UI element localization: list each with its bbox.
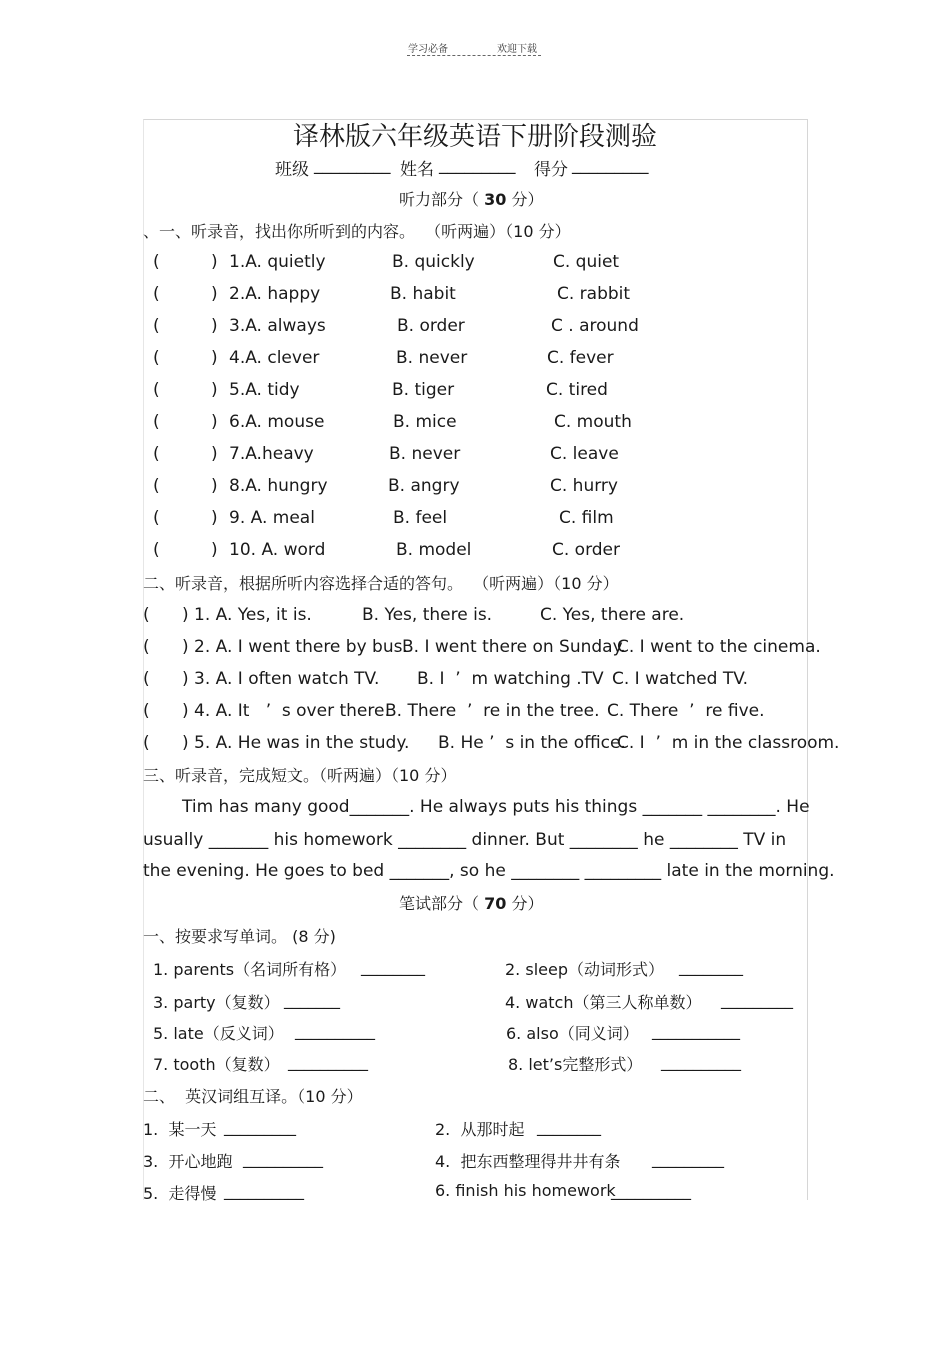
paren-open: ( bbox=[153, 284, 160, 304]
answer-blank[interactable]: __________ bbox=[288, 1052, 368, 1071]
option-b: B. feel bbox=[393, 508, 448, 528]
answer-blank[interactable]: ________ bbox=[361, 957, 425, 976]
option-b: B. tiger bbox=[392, 380, 455, 400]
option-c: C. hurry bbox=[550, 476, 618, 496]
paren-open: ( bbox=[153, 540, 160, 560]
option-a: 8.A. hungry bbox=[229, 476, 328, 496]
answer-b: B. He ’ s in the office. bbox=[438, 733, 626, 753]
writing-part2-title: 二、 英汉词组互译。（10 分） bbox=[143, 1087, 363, 1106]
paren-close: ) bbox=[211, 380, 218, 400]
phrase-item: 2. 从那时起 bbox=[435, 1120, 525, 1139]
answer-c: C. There ’ re five. bbox=[607, 701, 765, 721]
answer-blank[interactable]: ___________ bbox=[652, 1021, 740, 1040]
answer-blank[interactable]: _________ bbox=[721, 990, 793, 1009]
paren-open: ( bbox=[153, 508, 160, 528]
class-blank[interactable]: _________ bbox=[314, 155, 391, 175]
answer-blank[interactable]: __________ bbox=[295, 1021, 375, 1040]
option-b: B. quickly bbox=[392, 252, 475, 272]
score-label: 得分 bbox=[534, 160, 568, 180]
paren-open: ( bbox=[143, 669, 150, 689]
option-b: B. order bbox=[397, 316, 465, 336]
word-item: 1. parents（名词所有格） bbox=[153, 960, 347, 979]
option-a: 3.A. always bbox=[229, 316, 326, 336]
paren-close: ) bbox=[211, 284, 218, 304]
paren-close: ) bbox=[211, 444, 218, 464]
listening-part3-title: 三、听录音，完成短文。（听两遍）（10 分） bbox=[143, 766, 457, 785]
option-a: 1.A. quietly bbox=[229, 252, 326, 272]
option-c: C. tired bbox=[546, 380, 608, 400]
option-a: 5.A. tidy bbox=[229, 380, 300, 400]
score-blank[interactable]: _________ bbox=[572, 155, 649, 175]
answer-blank[interactable]: __________ bbox=[611, 1181, 691, 1200]
option-b: B. never bbox=[389, 444, 461, 464]
paren-open: ( bbox=[143, 733, 150, 753]
option-a: 7.A.heavy bbox=[229, 444, 314, 464]
header-divider bbox=[407, 55, 541, 56]
answer-blank[interactable]: __________ bbox=[224, 1181, 304, 1200]
paren-open: ( bbox=[143, 701, 150, 721]
paren-open: ( bbox=[153, 252, 160, 272]
name-label: 姓名 bbox=[400, 160, 434, 180]
option-b: B. model bbox=[396, 540, 472, 560]
paren-close: ) bbox=[211, 316, 218, 336]
word-item: 2. sleep（动词形式） bbox=[505, 960, 664, 979]
option-c: C. rabbit bbox=[557, 284, 631, 304]
option-a: 9. A. meal bbox=[229, 508, 315, 528]
paren-open: ( bbox=[153, 316, 160, 336]
option-b: B. never bbox=[396, 348, 468, 368]
listening-part1-title: 、一、听录音，找出你所听到的内容。 （听两遍）（10 分） bbox=[143, 222, 571, 241]
writing-heading: 笔试部分（ 70 分） bbox=[399, 894, 544, 913]
phrase-item: 4. 把东西整理得井井有条 bbox=[435, 1152, 621, 1171]
option-c: C. film bbox=[559, 508, 614, 528]
option-c: C. quiet bbox=[553, 252, 620, 272]
phrase-item: 5. 走得慢 bbox=[143, 1184, 217, 1203]
header-left: 学习必备 bbox=[408, 44, 448, 55]
phrase-item: 6. finish his homework bbox=[435, 1181, 616, 1200]
answer-a: ) 4. A. It ’ s over there. bbox=[182, 701, 390, 721]
answer-blank[interactable]: _________ bbox=[652, 1149, 724, 1168]
answer-c: C. I ’ m in the classroom. bbox=[617, 733, 840, 753]
paren-open: ( bbox=[143, 605, 150, 625]
paren-open: ( bbox=[143, 637, 150, 657]
option-a: 4.A. clever bbox=[229, 348, 320, 368]
option-c: C. order bbox=[552, 540, 621, 560]
paren-open: ( bbox=[153, 444, 160, 464]
listening-part2-title: 二、听录音，根据所听内容选择合适的答句。 （听两遍）（10 分） bbox=[143, 574, 619, 593]
answer-blank[interactable]: _________ bbox=[224, 1117, 296, 1136]
answer-b: B. Yes, there is. bbox=[362, 605, 493, 625]
phrase-item: 3. 开心地跑 bbox=[143, 1152, 233, 1171]
answer-c: C. I watched TV. bbox=[612, 669, 749, 689]
answer-b: B. There ’ re in the tree. bbox=[385, 701, 600, 721]
answer-blank[interactable]: ________ bbox=[537, 1117, 601, 1136]
page-title: 译林版六年级英语下册阶段测验 bbox=[292, 122, 657, 152]
answer-c: C. I went to the cinema. bbox=[617, 637, 821, 657]
paren-close: ) bbox=[211, 476, 218, 496]
word-item: 7. tooth（复数） bbox=[153, 1055, 280, 1074]
paren-close: ) bbox=[211, 540, 218, 560]
option-b: B. angry bbox=[388, 476, 460, 496]
option-a: 6.A. mouse bbox=[229, 412, 325, 432]
answer-blank[interactable]: __________ bbox=[243, 1149, 323, 1168]
paren-close: ) bbox=[211, 508, 218, 528]
answer-b: B. I ’ m watching .TV bbox=[417, 669, 604, 689]
option-c: C. fever bbox=[547, 348, 614, 368]
paren-open: ( bbox=[153, 348, 160, 368]
class-label: 班级 bbox=[275, 160, 309, 180]
answer-a: ) 5. A. He was in the study. bbox=[182, 733, 410, 753]
word-item: 3. party（复数） bbox=[153, 993, 280, 1012]
paren-open: ( bbox=[153, 476, 160, 496]
answer-c: C. Yes, there are. bbox=[540, 605, 685, 625]
option-c: C. leave bbox=[550, 444, 619, 464]
option-a: 10. A. word bbox=[229, 540, 326, 560]
paren-open: ( bbox=[153, 380, 160, 400]
header-right: 欢迎下载 bbox=[497, 44, 537, 55]
answer-a: ) 2. A. I went there by bus. bbox=[182, 637, 408, 657]
paren-close: ) bbox=[211, 412, 218, 432]
paren-close: ) bbox=[211, 348, 218, 368]
answer-blank[interactable]: _______ bbox=[284, 990, 340, 1009]
name-blank[interactable]: _________ bbox=[439, 155, 516, 175]
paren-close: ) bbox=[211, 252, 218, 272]
phrase-item: 1. 某一天 bbox=[143, 1120, 217, 1139]
word-item: 4. watch（第三人称单数） bbox=[505, 993, 702, 1012]
passage-line: the evening. He goes to bed _______, so he ________ _________ late in the morning. bbox=[143, 861, 835, 881]
option-c: C. mouth bbox=[554, 412, 632, 432]
word-item: 5. late（反义词） bbox=[153, 1024, 284, 1043]
passage-line: Tim has many good_______. He always puts his things _______ ________. He bbox=[182, 797, 810, 817]
answer-blank[interactable]: ________ bbox=[679, 957, 743, 976]
option-b: B. habit bbox=[390, 284, 456, 304]
writing-part1-title: 一、按要求写单词。 (8 分) bbox=[143, 927, 336, 946]
option-a: 2.A. happy bbox=[229, 284, 321, 304]
option-b: B. mice bbox=[393, 412, 457, 432]
listening-heading: 听力部分（ 30 分） bbox=[399, 190, 544, 209]
passage-line: usually _______ his homework ________ dinner. But ________ he ________ TV in bbox=[143, 830, 787, 850]
answer-a: ) 1. A. Yes, it is. bbox=[182, 605, 312, 625]
answer-b: B. I went there on Sunday. bbox=[402, 637, 626, 657]
word-item: 6. also（同义词） bbox=[506, 1024, 639, 1043]
answer-blank[interactable]: __________ bbox=[661, 1052, 741, 1071]
word-item: 8. let’s完整形式） bbox=[508, 1055, 643, 1074]
answer-a: ) 3. A. I often watch TV. bbox=[182, 669, 380, 689]
option-c: C . around bbox=[551, 316, 639, 336]
paren-open: ( bbox=[153, 412, 160, 432]
